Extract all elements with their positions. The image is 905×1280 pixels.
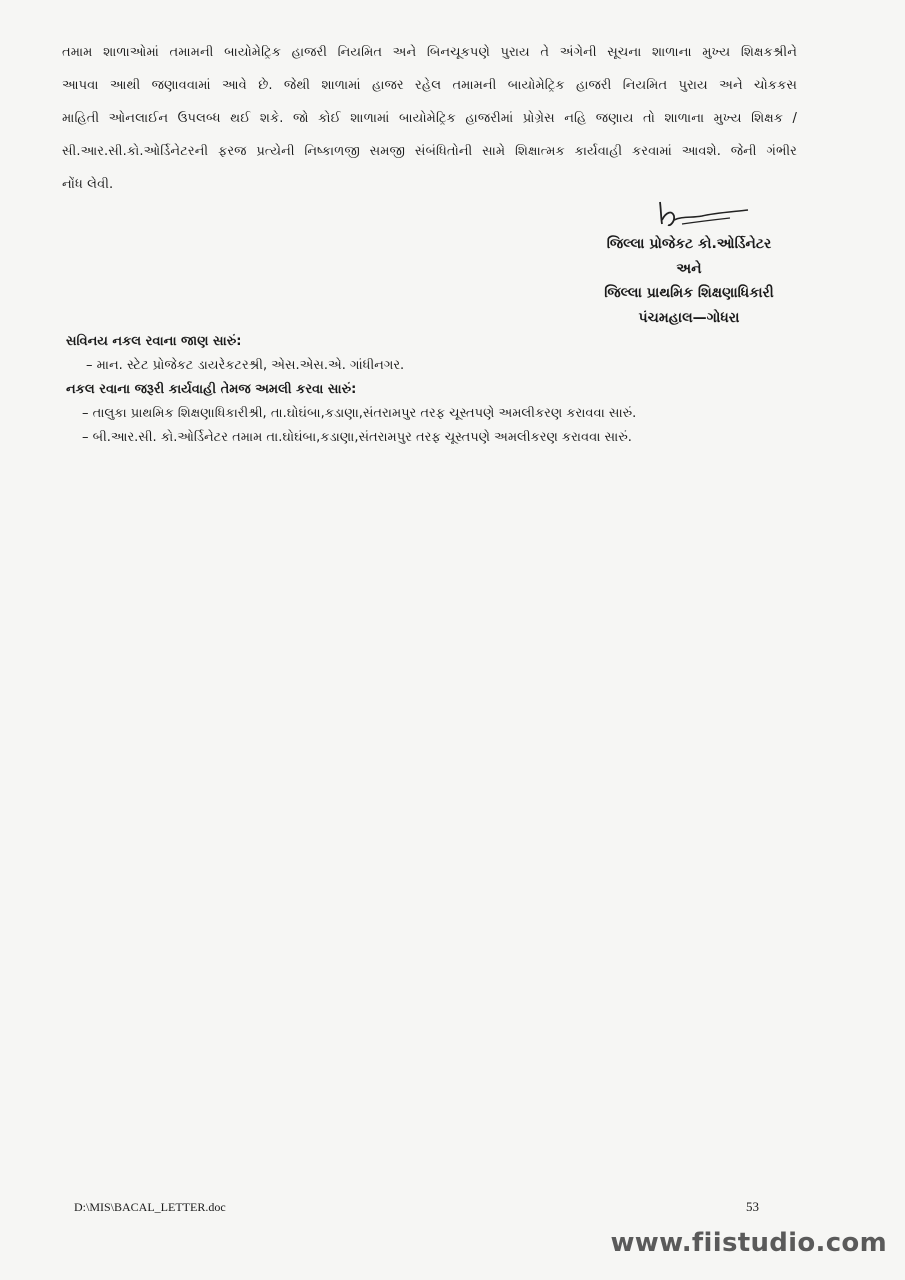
body-paragraph [62, 36, 797, 201]
copy-distribution [66, 330, 826, 450]
signatory-location: પંચમહાલ—ગોધરા [638, 309, 740, 326]
site-watermark: www.fiistudio.com [610, 1228, 887, 1258]
body-line-5: નોંધ લેવી. [62, 177, 114, 192]
copy-item-taluka-officer: – તાલુકા પ્રાથમિક શિક્ષણાધિકારીશ્રી, તા.ઘોઘંબા,કડાણા,સંતરામપુર તરફ ચૂસ્તપણે અમલીકરણ કરાવવા સારું. [82, 406, 637, 421]
copy-item-brc-coordinator: – બી.આર.સી. કો.ઓર્ડિનેટર તમામ તા.ઘોઘંબા,કડાણા,સંતરામપુર તરફ ચૂસ્તપણે અમલીકરણ કરાવવા સારું. [82, 430, 632, 445]
footer-file-path: D:\MIS\BACAL_LETTER.doc [74, 1200, 226, 1214]
copy-heading-info: સવિનય નકલ રવાના જાણ સારું: [66, 334, 242, 349]
footer-page-number: 53 [746, 1199, 759, 1214]
body-line-4: સી.આર.સી.કો.ઓર્ડિનેટરની ફરજ પ્રત્યેની નિષ્કાળજી સમજી સંબંધિતોની સામે શિક્ષાત્મક કાર્યવાહી કરવામાં આવશે. જેની ગંભીર [62, 144, 797, 159]
body-line-3: માહિતી ઓનલાઈન ઉપલબ્ધ થઈ શકે. જો કોઈ શાળામાં બાયોમેટ્રિક હાજરીમાં પ્રોગ્રેસ નહિ જણાય તો શાળાના મુખ્ય શિક્ષક / [62, 111, 797, 126]
body-line-1: તમામ શાળાઓમાં તમામની બાયોમેટ્રિક હાજરી નિયમિત અને બિનચૂકપણે પુરાય તે અંગેની સૂચના શાળાના મુખ્ય શિક્ષકશ્રીને [62, 45, 797, 60]
signatory-conjunction: અને [676, 260, 702, 277]
copy-item-state-director: – માન. સ્ટેટ પ્રોજેકટ ડાયરેકટરશ્રી, એસ.એસ.એ. ગાંધીનગર. [86, 358, 405, 373]
signature-block [560, 232, 818, 330]
handwritten-signature [652, 198, 752, 234]
signatory-title-1: જિલ્લા પ્રોજેકટ કો.ઓર્ડિનેટર [606, 236, 772, 252]
copy-heading-action: નકલ રવાના જરૂરી કાર્યવાહી તેમજ અમલી કરવા સારું: [66, 382, 357, 397]
signatory-title-2: જિલ્લા પ્રાથમિક શિક્ષણાધિકારી [604, 285, 774, 301]
body-line-2: આપવા આથી જણાવવામાં આવે છે. જેથી શાળામાં હાજર રહેલ તમામની બાયોમેટ્રિક હાજરી નિયમિત પુરાય અને ચોકકસ [62, 78, 797, 93]
